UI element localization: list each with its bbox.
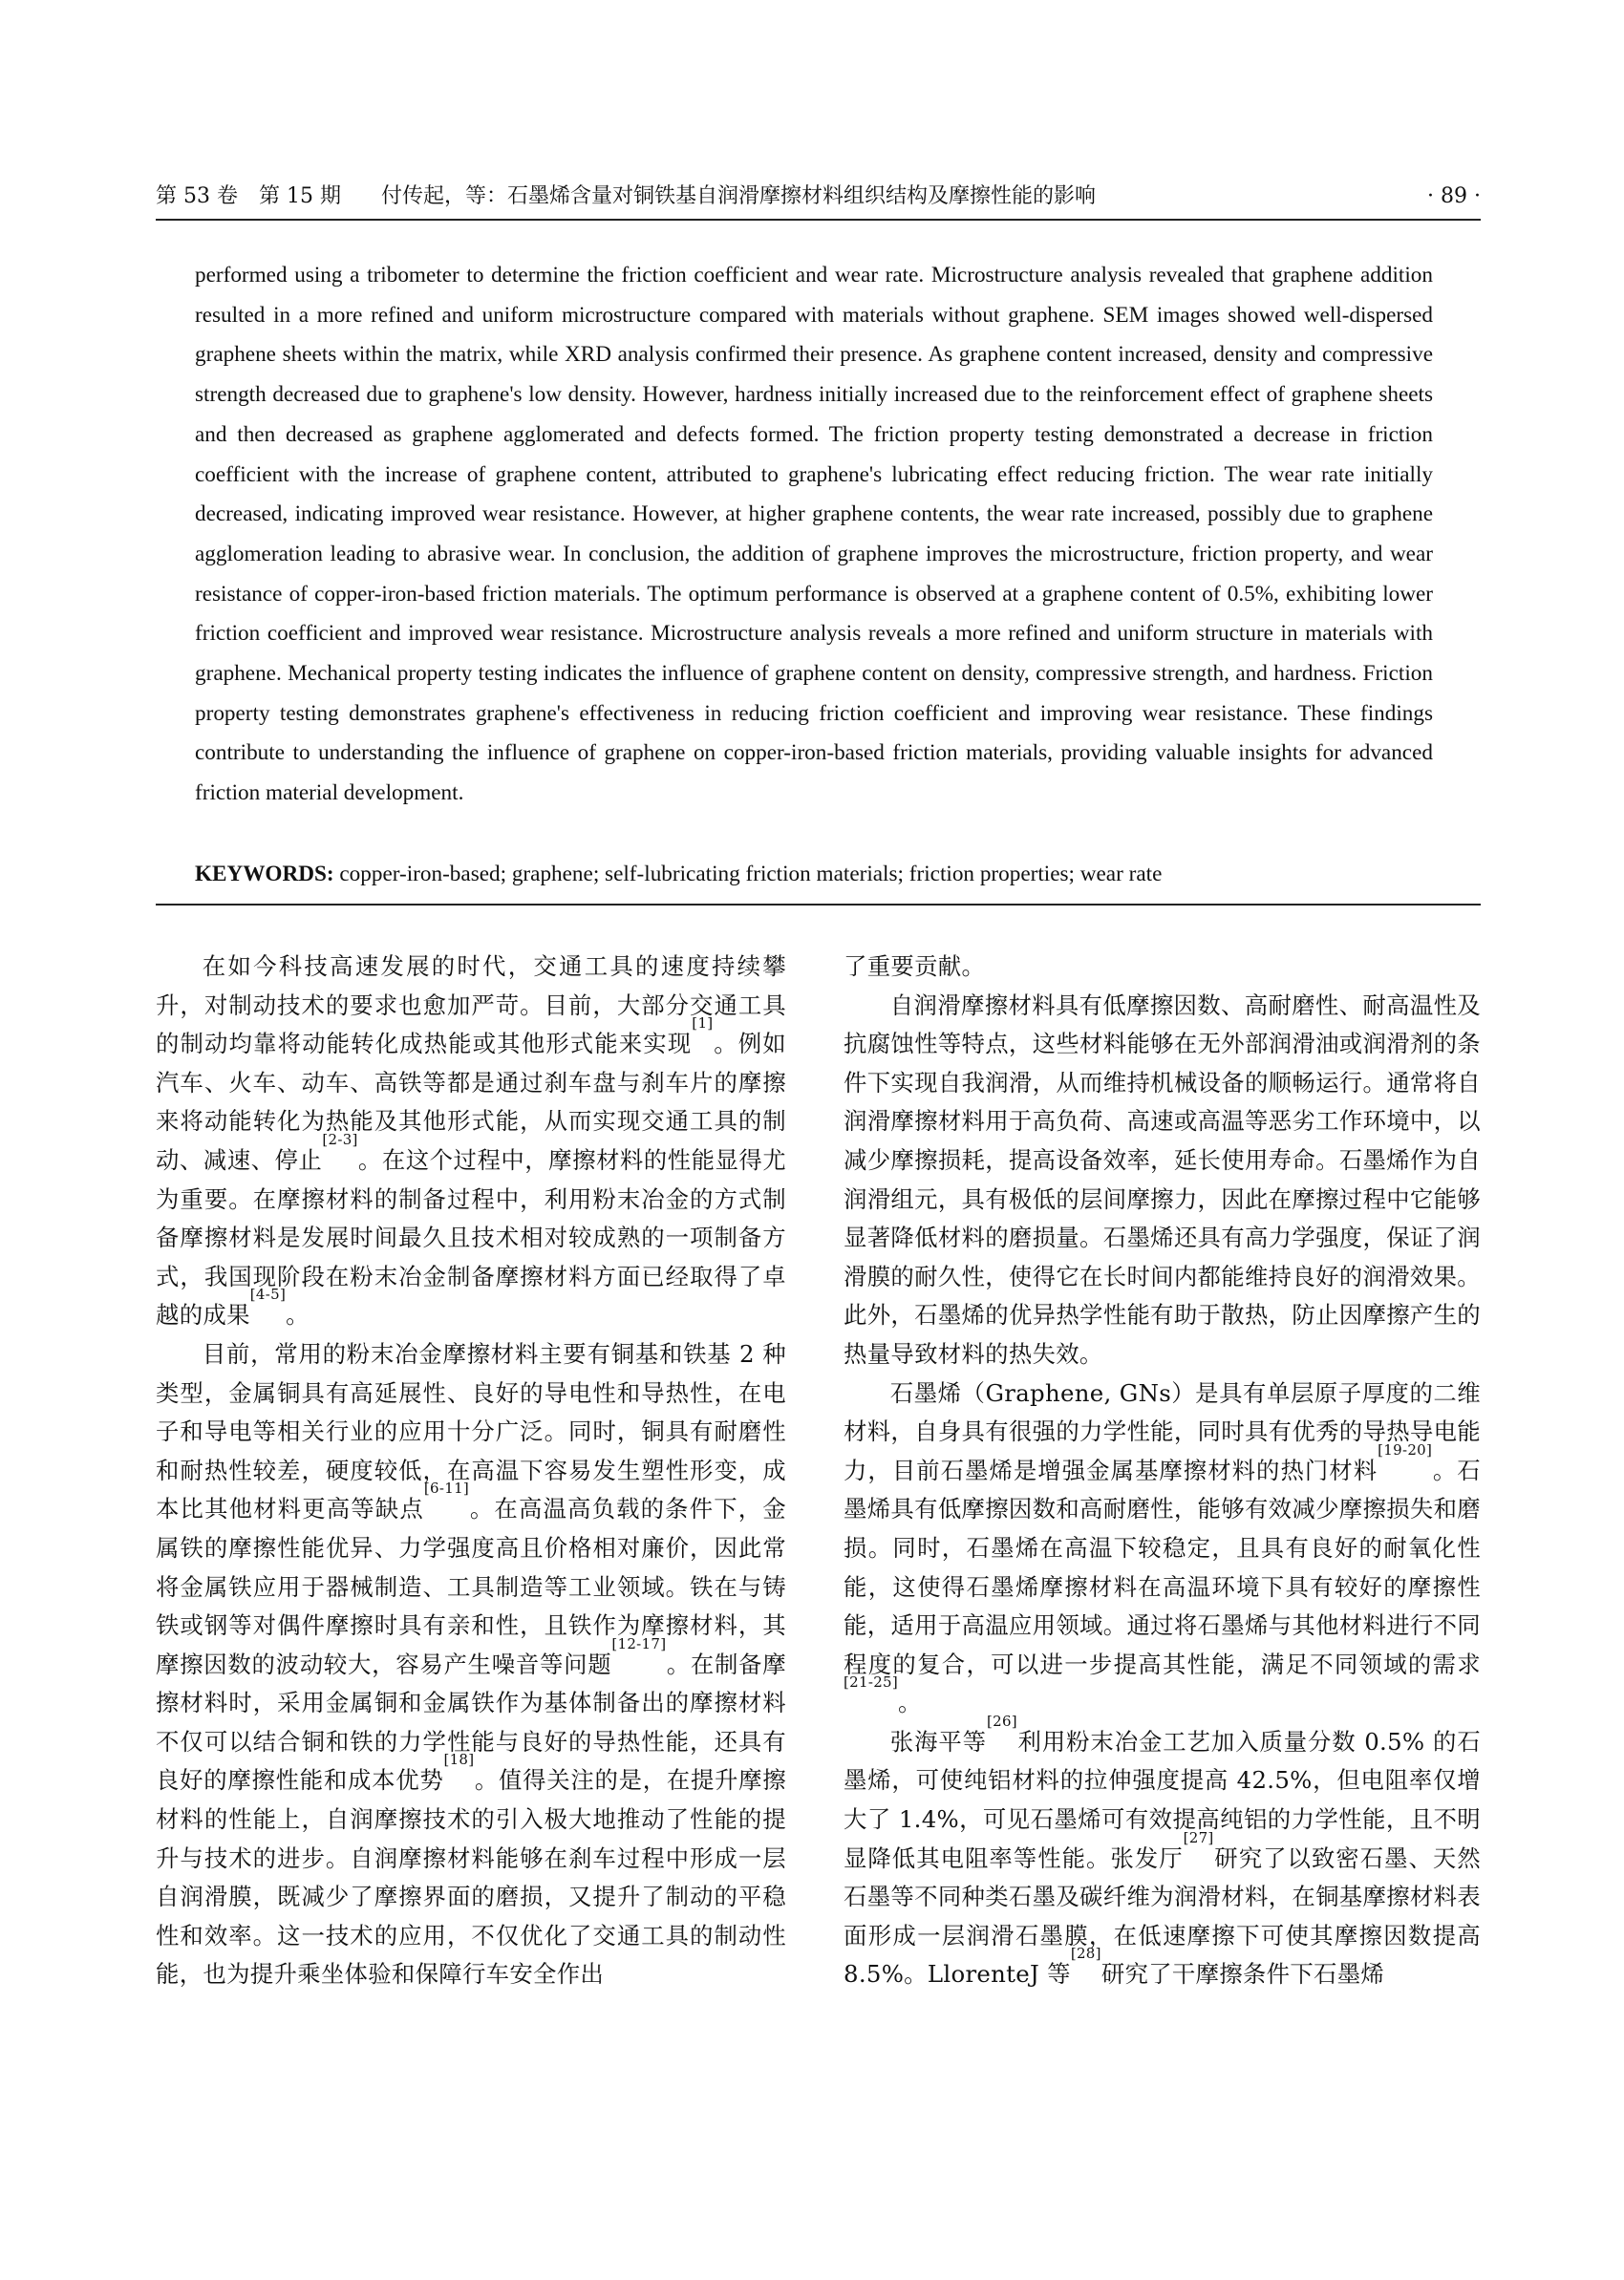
- body-paragraph: [844, 1712, 1481, 1994]
- paragraph-text: 。在高温高负载的条件下，金属铁的摩擦性能优异、力学强度高且价格相对廉价，因此常将金属铁应用于器械制造、工具制造等工业领域。铁在与铸铁或钢等对偶件摩擦时具有亲和性，且铁作为摩擦材料，其摩擦因数的波动较大，容易产生噪音等问题: [156, 1495, 786, 1678]
- running-title: 付传起，等：石墨烯含量对铜铁基自润滑摩擦材料组织结构及摩擦性能的影响: [381, 184, 1097, 208]
- citation: [26]: [986, 1712, 1017, 1730]
- body-paragraph: 自润滑摩擦材料具有低摩擦因数、高耐磨性、耐高温性及抗腐蚀性等特点，这些材料能够在无外部润滑油或润滑剂的条件下实现自我润滑，从而维持机械设备的顺畅运行。通常将自润滑摩擦材料用于高负荷、高速或高温等恶劣工作环境中，以减少摩擦损耗，提高设备效率，延长使用寿命。石墨烯作为自润滑组元，具有极低的层间摩擦力，因此在摩擦过程中它能够显著降低材料的磨损量。石墨烯还具有高力学强度，保证了润滑膜的耐久性，使得它在长时间内都能维持良好的润滑效果。此外，石墨烯的优异热学性能有助于散热，防止因摩擦产生的热量导致材料的热失效。: [844, 991, 1481, 1368]
- body-paragraph: [844, 1374, 1481, 1723]
- citation: [12-17]: [611, 1634, 667, 1652]
- body-column-left: [156, 948, 786, 2132]
- paragraph-text: 张海平等: [889, 1727, 987, 1756]
- paragraph-text: 。在这个过程中，摩擦材料的性能显得尤为重要。在摩擦材料的制备过程中，利用粉末冶金的方式制备摩擦材料是发展时间最久且技术相对较成熟的一项制备方式，我国现阶段在粉末冶金制备摩擦材料方面已经取得了卓越的成果: [156, 1145, 786, 1330]
- citation: [6-11]: [423, 1480, 470, 1498]
- paragraph-text: 利用粉末冶金工艺加入质量分数 0.5% 的石墨烯，可使纯铝材料的拉伸强度提高 42.5%，但电阻率仅增大了 1.4%，可见石墨烯可有效提高纯铝的力学性能，且不明显降低其电阻率等性能。张发厅: [844, 1727, 1481, 1872]
- english-abstract: [195, 256, 1433, 814]
- paragraph-text: 研究了干摩擦条件下石墨烯: [1100, 1960, 1385, 1989]
- paragraph-text: 。石墨烯具有低摩擦因数和高耐磨性，能够有效减少摩擦损失和磨损。同时，石墨烯在高温下较稳定，且具有良好的耐氧化性能，这使得石墨烯摩擦材料在高温环境下具有较好的摩擦性能，适用于高温应用领域。通过将石墨烯与其他材料进行不同程度的复合，可以进一步提高其性能，满足不同领域的需求: [844, 1456, 1481, 1678]
- body-paragraph: [156, 948, 786, 1335]
- paragraph-text: 研究了以致密石墨、天然石墨等不同种类石墨及碳纤维为润滑材料，在铜基摩擦材料表面形成一层润滑石墨膜，在低速摩擦下可使其摩擦因数提高 8.5%。LlorenteJ 等: [844, 1843, 1481, 1989]
- body-column-right: [844, 948, 1481, 2132]
- citation: [28]: [1070, 1945, 1101, 1963]
- paragraph-text: 。值得关注的是，在提升摩擦材料的性能上，自润摩擦技术的引入极大地推动了性能的提升与技术的进步。自润摩擦材料能够在刹车过程中形成一层自润滑膜，既减少了摩擦界面的磨损，又提升了制动的平稳性和效率。这一技术的应用，不仅优化了交通工具的制动性能，也为提升乘坐体验和保障行车安全作出: [156, 1766, 786, 1989]
- paragraph-text: 石墨烯（Graphene, GNs）是具有单层原子厚度的二维材料，自身具有很强的力学性能，同时具有优秀的导热导电能力，目前石墨烯是增强金属基摩擦材料的热门材料: [844, 1378, 1481, 1484]
- citation: [1]: [692, 1014, 714, 1033]
- citation: [2-3]: [322, 1130, 358, 1148]
- paragraph-text: 。: [286, 1301, 310, 1330]
- journal-volume-issue: 第 53 卷 第 15 期: [156, 184, 341, 208]
- body-paragraph: 了重要贡献。: [844, 952, 986, 980]
- keywords-line: [195, 855, 1456, 893]
- keywords-text: copper-iron-based; graphene; self-lubricating friction materials; friction properties; wear rate: [333, 862, 1163, 886]
- keywords-label: KEYWORDS:: [195, 862, 334, 886]
- body-paragraph: [156, 1335, 786, 1994]
- page-number: · 89 ·: [1427, 184, 1481, 208]
- abstract-text: performed using a tribometer to determine the friction coefficient and wear rate. Microstructure analysis revealed that graphene addition resulted in a more refined and uniform microstructure compared with materials without graphene. SEM images showed well-dispersed graphene sheets within the matrix, while XRD analysis confirmed their presence. As graphene content increased, density and compressive strength decreased due to graphene's low density. However, hardness initially increased due to the reinforcement effect of graphene sheets and then decreased as graphene agglomerated and defects formed. The friction property testing demonstrated a decrease in friction coefficient with the increase of graphene content, attributed to graphene's lubricating effect reducing friction. The wear rate initially decreased, indicating improved wear resistance. However, at higher graphene contents, the wear rate increased, possibly due to graphene agglomeration leading to abrasive wear. In conclusion, the addition of graphene improves the microstructure, friction property, and wear resistance of copper-iron-based friction materials. The optimum performance is observed at a graphene content of 0.5%, exhibiting lower friction coefficient and improved wear resistance. Microstructure analysis reveals a more refined and uniform structure in materials with graphene. Mechanical property testing indicates the influence of graphene content on density, compressive strength, and hardness. Friction property testing demonstrates graphene's effectiveness in reducing friction coefficient and improving wear resistance. These findings contribute to understanding the influence of graphene on copper-iron-based friction materials, providing valuable insights for advanced friction material development.: [195, 263, 1433, 806]
- citation: [21-25]: [844, 1673, 899, 1692]
- paragraph-text: 在如今科技高速发展的时代，交通工具的速度持续攀升，对制动技术的要求也愈加严苛。目前，大部分交通工具的制动均靠将动能转化成热能或其他形式能来实现: [156, 952, 786, 1058]
- paragraph-text: 。: [898, 1689, 922, 1717]
- paragraph-text: 。在制备摩擦材料时，采用金属铜和金属铁作为基体制备出的摩擦材料不仅可以结合铜和铁的力学性能与良好的导热性能，还具有良好的摩擦性能和成本优势: [156, 1650, 786, 1795]
- citation: [19-20]: [1378, 1440, 1433, 1459]
- section-divider: [156, 904, 1481, 906]
- citation: [4-5]: [249, 1286, 287, 1304]
- running-header: [156, 175, 1481, 221]
- paragraph-text: 。例如汽车、火车、动车、高铁等都是通过刹车盘与刹车片的摩擦来将动能转化为热能及其他形式能，从而实现交通工具的制动、减速、停止: [156, 1030, 786, 1174]
- paragraph-text: 目前，常用的粉末冶金摩擦材料主要有铜基和铁基 2 种类型，金属铜具有高延展性、良好的导电性和导热性，在电子和导电等相关行业的应用十分广泛。同时，铜具有耐磨性和耐热性较差，硬度较低，在高温下容易发生塑性形变，成本比其他材料更高等缺点: [156, 1339, 786, 1524]
- citation: [27]: [1183, 1828, 1214, 1846]
- citation: [18]: [443, 1751, 475, 1769]
